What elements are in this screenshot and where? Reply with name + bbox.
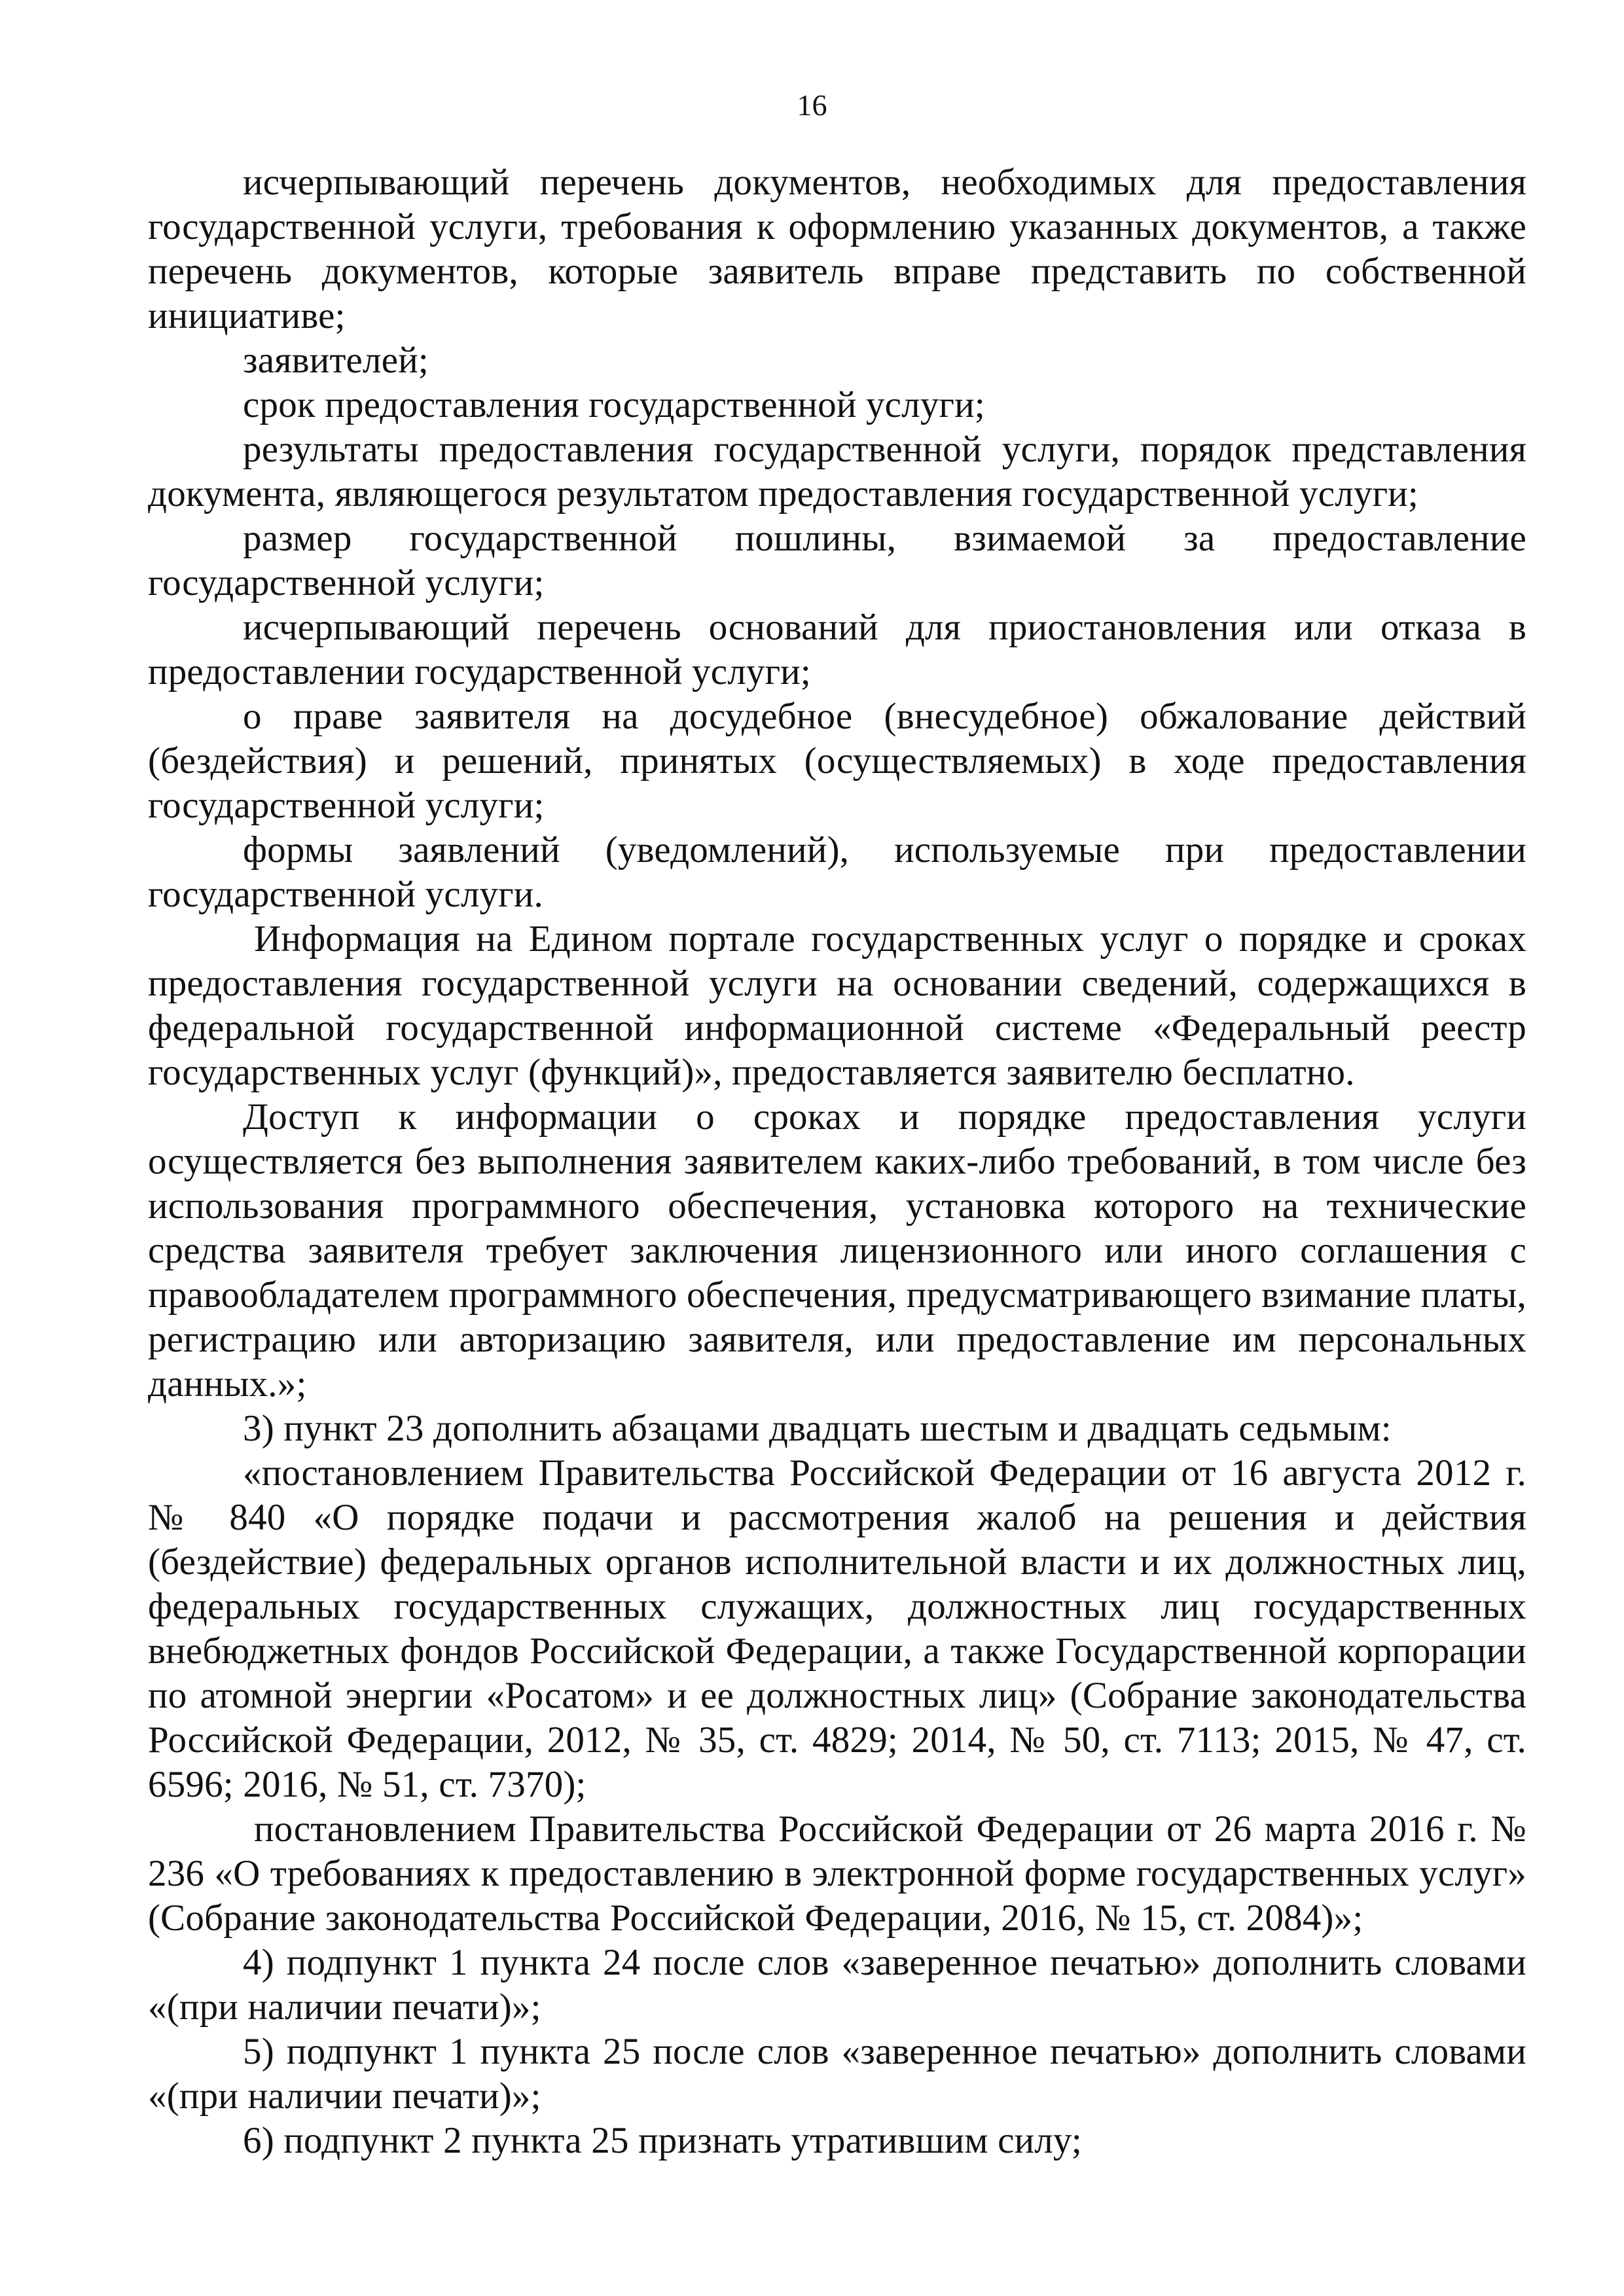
paragraph-applicants: заявителей; xyxy=(243,340,429,381)
paragraph-state-duty: размер государственной пошлины, взимаемой за предоставление государственной услуги; xyxy=(148,518,1526,603)
paragraph-item-3: 3) пункт 23 дополнить абзацами двадцать шестым и двадцать седьмым: xyxy=(243,1408,1392,1449)
paragraph-service-term: срок предоставления государственной услуги; xyxy=(243,384,985,425)
paragraph-item-6: 6) подпункт 2 пункта 25 признать утратившим силу; xyxy=(243,2120,1082,2161)
paragraph-item-4: 4) подпункт 1 пункта 24 после слов «заверенное печатью» дополнить словами «(при наличии печати)»; xyxy=(148,1942,1526,2028)
paragraph-service-results: результаты предоставления государственной услуги, порядок представления документа, являющегося результатом предоставления государственной услуги; xyxy=(148,429,1526,514)
paragraph-application-forms: формы заявлений (уведомлений), используемые при предоставлении государственной услуги. xyxy=(148,829,1526,915)
paragraph-appeal-right: о праве заявителя на досудебное (внесудебное) обжалование действий (бездействия) и решений, принятых (осуществляемых) в ходе предоставления государственной услуги; xyxy=(148,696,1526,826)
page-number: 16 xyxy=(797,88,827,122)
paragraph-item-5: 5) подпункт 1 пункта 25 после слов «заверенное печатью» дополнить словами «(при наличии печати)»; xyxy=(148,2031,1526,2117)
paragraph-portal-information: Информация на Едином портале государственных услуг о порядке и сроках предоставления государственной услуги на основании сведений, содержащихся в федеральной государственной информационной системе «Федеральный реестр государственных услуг (функций)», предоставляется заявителю бесплатно. xyxy=(148,918,1526,1093)
paragraph-resolution-840: «постановлением Правительства Российской Федерации от 16 августа 2012 г. № 840 «О порядке подачи и рассмотрения жалоб на решения и действия (бездействие) федеральных органов исполнительной власти и их должностных лиц, федеральных государственных служащих, должностных лиц государственных внебюджетных фондов Российской Федерации, а также Государственной корпорации по атомной энергии «Росатом» и ее должностных лиц» (Собрание законодательства Российской Федерации, 2012, № 35, ст. 4829; 2014, № 50, ст. 7113; 2015, № 47, ст. 6596; 2016, № 51, ст. 7370); xyxy=(148,1452,1526,1805)
paragraph-documents-list: исчерпывающий перечень документов, необходимых для предоставления государственной услуги, требования к оформлению указанных документов, а также перечень документов, которые заявитель вправе представить по собственной инициативе; xyxy=(148,162,1526,336)
paragraph-refusal-grounds: исчерпывающий перечень оснований для приостановления или отказа в предоставлении государственной услуги; xyxy=(148,607,1526,692)
paragraph-information-access: Доступ к информации о сроках и порядке предоставления услуги осуществляется без выполнения заявителем каких-либо требований, в том числе без использования программного обеспечения, установка которого на технические средства заявителя требует заключения лицензионного или иного соглашения с правообладателем программного обеспечения, предусматривающего взимание платы, регистрацию или авторизацию заявителя, или предоставление им персональных данных.»; xyxy=(148,1096,1526,1405)
document-body xyxy=(148,160,1526,2163)
paragraph-resolution-236: постановлением Правительства Российской Федерации от 26 марта 2016 г. № 236 «О требованиях к предоставлению в электронной форме государственных услуг» (Собрание законодательства Российской Федерации, 2016, № 15, ст. 2084)»; xyxy=(148,1808,1526,1939)
